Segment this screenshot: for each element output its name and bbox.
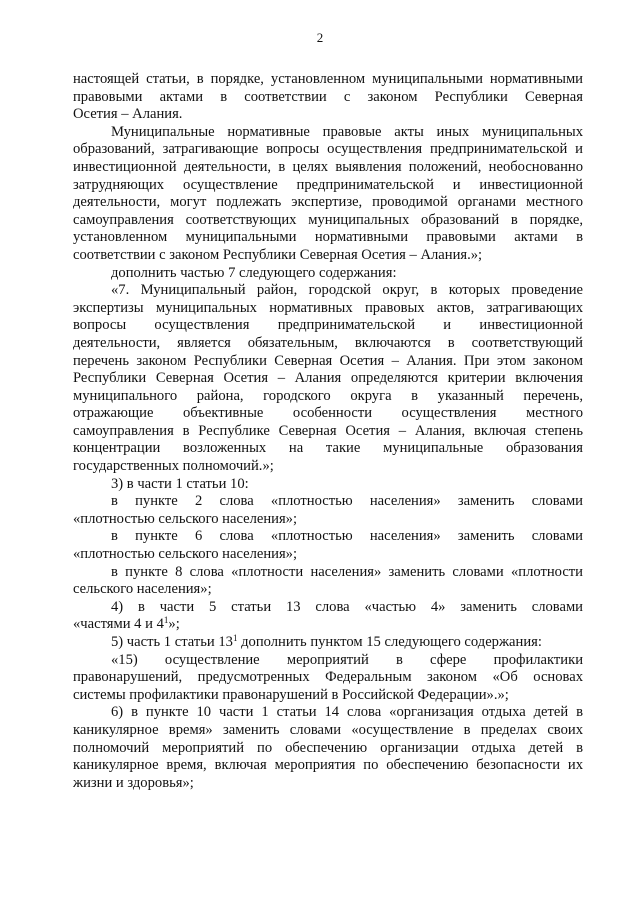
text-line: сельского населения»; <box>73 581 212 598</box>
text-line: 3) в части 1 статьи 10: <box>111 475 249 492</box>
text-line: отражающие объективные особенности осуществления местного <box>73 405 583 422</box>
text-line: 4) в части 5 статьи 13 слова «частью 4» заменить словами <box>111 598 583 615</box>
text-line: каникулярное время, включая мероприятия по обеспечению безопасности их <box>73 757 583 774</box>
text-line: самоуправления в Республике Северная Осетия – Алания, включая степень <box>73 422 583 439</box>
text-line: перечень законом Республики Северная Осетия – Алания. При этом законом <box>73 352 583 369</box>
text-line: «плотностью сельского населения»; <box>73 510 298 527</box>
text-line: «15) осуществление мероприятий в сфере профилактики <box>111 651 583 668</box>
page-number: 2 <box>316 30 324 45</box>
text-line: дополнить частью 7 следующего содержания: <box>111 264 397 281</box>
text-line: образований, затрагивающие вопросы осуществления предпринимательской и <box>73 141 583 158</box>
text-line: концентрации возложенных на такие муниципальные образования <box>73 440 583 457</box>
text-line: в пункте 6 слова «плотностью населения» заменить словами <box>111 528 583 545</box>
text-line <box>73 616 583 634</box>
text-segment: дополнить пунктом 15 следующего содержания: <box>237 634 542 650</box>
text-line: полномочий мероприятий по обеспечению организации отдыха детей в <box>73 739 583 756</box>
text-line: жизни и здоровья»; <box>73 774 194 791</box>
text-line: инвестиционной деятельности, в целях выявления положений, необоснованно <box>73 158 583 175</box>
text-line: настоящей статьи, в порядке, установленном муниципальными нормативными <box>73 71 583 87</box>
text-line: каникулярное время» заменить словами «осуществление в пределах своих <box>73 721 583 738</box>
superscript: 1 <box>232 633 238 643</box>
superscript: 1 <box>163 615 169 626</box>
text-line: затрудняющих осуществление предпринимательской и инвестиционной <box>73 176 583 193</box>
text-line: Республики Северная Осетия – Алания определяются критерии включения <box>73 370 583 387</box>
text-segment: «частями 4 и 4 <box>73 616 164 633</box>
text-line: «7. Муниципальный район, городской округ, в которых проведение <box>111 282 583 299</box>
text-line: системы профилактики правонарушений в Российской Федерации».»; <box>73 686 509 703</box>
text-line: Осетия – Алания. <box>73 106 183 123</box>
text-line: «плотностью сельского населения»; <box>73 546 298 563</box>
text-line: государственных полномочий.»; <box>73 458 274 475</box>
text-line <box>73 634 583 652</box>
text-line: вопросы осуществления предпринимательской и инвестиционной <box>73 317 583 334</box>
text-line: экспертизы муниципальных нормативных правовых актов, затрагивающих <box>73 299 583 316</box>
text-line: самоуправления соответствующих муниципальных образований в порядке, <box>73 211 583 228</box>
text-line: деятельности, могут подлежать экспертизе, проводимой органами местного <box>73 194 583 211</box>
text-segment: 5) часть 1 статьи 13 <box>111 634 233 650</box>
text-segment: »; <box>168 616 180 633</box>
text-line: соответствии с законом Республики Северная Осетия – Алания.»; <box>73 246 483 263</box>
text-line: правонарушений, предусмотренных Федеральным законом «Об основах <box>73 669 583 686</box>
text-line: 6) в пункте 10 части 1 статьи 14 слова «организация отдыха детей в <box>111 704 583 721</box>
text-line: в пункте 8 слова «плотности населения» заменить словами «плотности <box>111 563 583 580</box>
text-line: Муниципальные нормативные правовые акты иных муниципальных <box>111 123 583 140</box>
text-line: установленном муниципальными нормативными правовыми актами в <box>73 229 583 246</box>
text-line: правовыми актами в соответствии с законом Республики Северная <box>73 88 583 105</box>
text-line: в пункте 2 слова «плотностью населения» заменить словами <box>111 493 583 510</box>
text-line: деятельности, является обязательным, включаются в соответствующий <box>73 334 583 351</box>
document-body <box>73 71 583 792</box>
text-line: муниципального района, городского округа в указанный перечень, <box>73 387 583 404</box>
